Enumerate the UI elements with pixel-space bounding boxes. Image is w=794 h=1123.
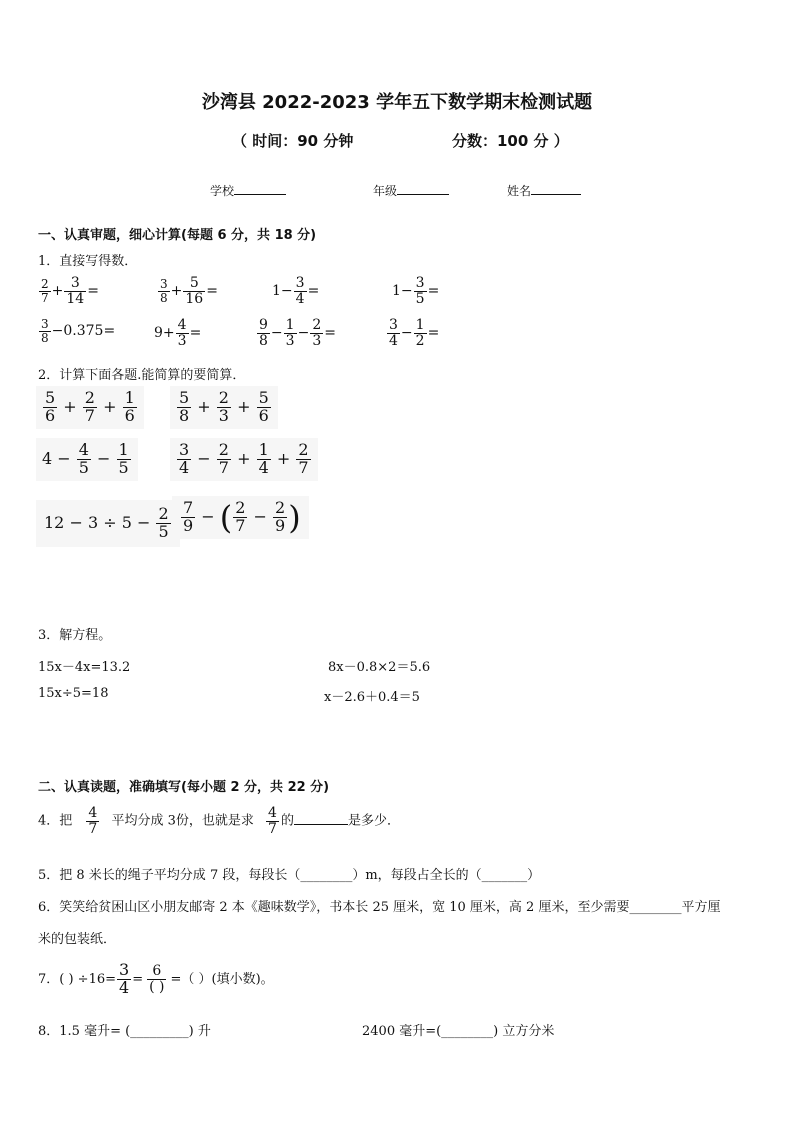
q8a: 8．1.5 毫升= (_________) 升 (38, 1024, 211, 1039)
q3-eq2: 8x－0.8×2＝5.6 (328, 660, 431, 675)
q1-label: 1．直接写得数． (38, 254, 138, 269)
name-blank[interactable] (531, 194, 581, 195)
school-blank[interactable] (234, 194, 286, 195)
q2-expr2: $\frac{5}{8}$ + $\frac{2}{3}$ + $\frac{5}{6}$ (170, 386, 278, 429)
q4: 4．把 $\frac{4}{7}$ 平均分成 3份，也就是求 $\frac{4}{7}$ 的 是多少． (38, 805, 400, 837)
name-label: 姓名 (507, 184, 532, 198)
section2-heading: 二、认真读题，准确填写(每小题 2 分，共 22 分) (38, 780, 330, 795)
name-field[interactable] (507, 182, 581, 199)
q1-r1c3: 1− $\frac{3}{4}$ = (272, 275, 320, 307)
grade-field[interactable] (373, 182, 449, 199)
q1-r2c4: $\frac{3}{4}$ − $\frac{1}{2}$ = (389, 317, 440, 349)
q1-r1c1: $\frac{2}{7}$ + $\frac{3}{14}$ = (41, 275, 99, 307)
exam-score: 分数：100 分 ） (452, 132, 569, 150)
grade-blank[interactable] (397, 194, 449, 195)
q6-line1: 6．笑笑给贫困山区小朋友邮寄 2 本《趣味数学》，书本长 25 厘米，宽 10 厘米，高 2 厘米，至少需要________平方厘 (38, 900, 721, 915)
q1-r1c4: 1− $\frac{3}{5}$ = (392, 275, 440, 307)
q6-line2: 米的包装纸． (38, 932, 117, 947)
q2-expr4: $\frac{3}{4}$ − $\frac{2}{7}$ + $\frac{1}{4}$ + $\frac{2}{7}$ (170, 438, 318, 481)
exam-time: （ 时间：90 分钟 (232, 132, 354, 150)
q5: 5．把 8 米长的绳子平均分成 7 段，每段长（________）m，每段占全长的（_______） (38, 868, 541, 883)
q7: 7．( ) ÷16= $\frac{3}{4}$ = $\frac{6}{( )}$ =（ ）(填小数)。 (38, 960, 274, 997)
q3-eq3: 15x÷5=18 (38, 686, 109, 701)
q1-r2c2: 9+ $\frac{4}{3}$ = (154, 317, 202, 349)
q1-r2c1: $\frac{3}{8}$ −0.375= (41, 317, 116, 345)
school-field[interactable] (210, 182, 286, 199)
q2-label: 2．计算下面各题.能简算的要简算． (38, 368, 246, 383)
q4-blank[interactable] (294, 824, 348, 825)
q2-expr5: 12 − 3 ÷ 5 − $\frac{2}{5}$ (36, 500, 180, 547)
q3-eq4: x－2.6＋0.4＝5 (324, 690, 420, 705)
q8b: 2400 毫升=(________) 立方分米 (362, 1024, 555, 1039)
q2-expr3: 4 − $\frac{4}{5}$ − $\frac{1}{5}$ (36, 438, 138, 481)
q2-expr6: $\frac{7}{9}$ − ( $\frac{2}{7}$ − $\frac{2}{9}$ ) (172, 496, 309, 539)
q2-expr1: $\frac{5}{6}$ + $\frac{2}{7}$ + $\frac{1}{6}$ (36, 386, 144, 429)
page-title: 沙湾县 2022-2023 学年五下数学期末检测试题 (201, 92, 593, 113)
section1-heading: 一、认真审题，细心计算(每题 6 分，共 18 分) (38, 228, 317, 243)
q1-r2c3: $\frac{9}{8}$ − $\frac{1}{3}$ − $\frac{2}{3}$ = (259, 317, 336, 349)
q1-r1c2: $\frac{3}{8}$ + $\frac{5}{16}$ = (160, 275, 218, 307)
grade-label: 年级 (373, 184, 398, 198)
q3-label: 3．解方程。 (38, 628, 112, 643)
school-label: 学校 (210, 184, 235, 198)
q3-eq1: 15x－4x=13.2 (38, 660, 131, 675)
